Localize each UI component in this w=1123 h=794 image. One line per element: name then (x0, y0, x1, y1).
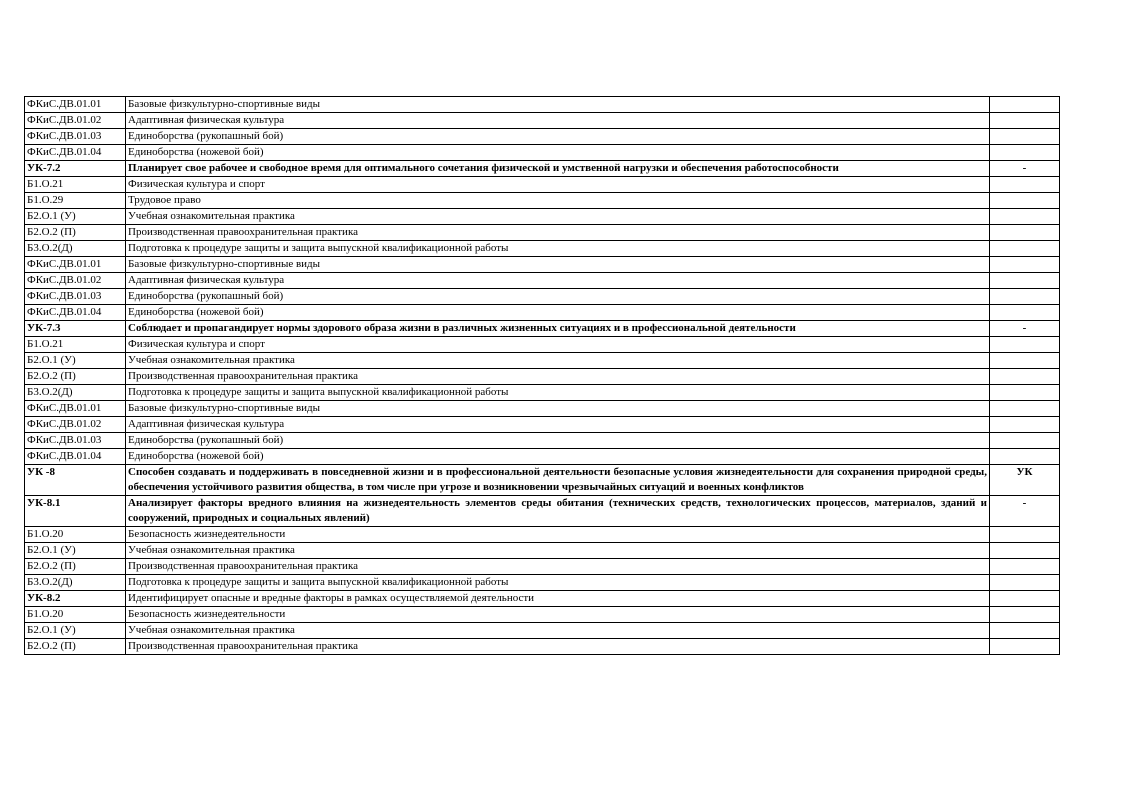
row-code-cell: Б2.О.2 (П) (25, 369, 126, 385)
row-code-cell: Б1.О.21 (25, 337, 126, 353)
row-mark-cell (990, 591, 1060, 607)
row-description-cell: Физическая культура и спорт (126, 177, 990, 193)
row-mark-cell (990, 257, 1060, 273)
row-code-cell: ФКиС.ДВ.01.04 (25, 145, 126, 161)
row-description-cell: Базовые физкультурно-спортивные виды (126, 257, 990, 273)
row-description-cell: Базовые физкультурно-спортивные виды (126, 401, 990, 417)
row-code-cell: ФКиС.ДВ.01.02 (25, 113, 126, 129)
table-row (25, 543, 1060, 559)
row-mark-cell (990, 543, 1060, 559)
row-mark-cell (990, 305, 1060, 321)
row-description-cell: Подготовка к процедуре защиты и защита выпускной квалификационной работы (126, 385, 990, 401)
row-mark-cell (990, 369, 1060, 385)
table-row (25, 639, 1060, 655)
row-description-cell: Планирует свое рабочее и свободное время для оптимального сочетания физической и умственной нагрузки и обеспечения работоспособности (126, 161, 990, 177)
row-description-cell: Производственная правоохранительная практика (126, 639, 990, 655)
table-row (25, 559, 1060, 575)
row-mark-cell (990, 145, 1060, 161)
row-mark-cell (990, 193, 1060, 209)
table-row (25, 607, 1060, 623)
table-row (25, 305, 1060, 321)
row-mark-cell (990, 353, 1060, 369)
row-mark-cell (990, 337, 1060, 353)
table-row (25, 193, 1060, 209)
row-mark-cell (990, 225, 1060, 241)
row-description-cell: Производственная правоохранительная практика (126, 225, 990, 241)
table-row (25, 321, 1060, 337)
table-row (25, 401, 1060, 417)
row-mark-cell (990, 607, 1060, 623)
row-description-cell: Адаптивная физическая культура (126, 273, 990, 289)
table-row (25, 433, 1060, 449)
row-code-cell: Б2.О.1 (У) (25, 209, 126, 225)
row-code-cell: ФКиС.ДВ.01.03 (25, 433, 126, 449)
table-row (25, 385, 1060, 401)
table-row (25, 623, 1060, 639)
row-description-cell: Трудовое право (126, 193, 990, 209)
table-row (25, 257, 1060, 273)
row-description-cell: Физическая культура и спорт (126, 337, 990, 353)
row-mark-cell: УК (990, 465, 1060, 496)
row-description-cell: Учебная ознакомительная практика (126, 543, 990, 559)
row-mark-cell (990, 273, 1060, 289)
table-row (25, 225, 1060, 241)
table-row (25, 161, 1060, 177)
row-description-cell: Учебная ознакомительная практика (126, 353, 990, 369)
row-code-cell: УК-8.1 (25, 496, 126, 527)
row-code-cell: УК-8.2 (25, 591, 126, 607)
row-mark-cell (990, 527, 1060, 543)
row-mark-cell (990, 97, 1060, 113)
row-code-cell: УК-7.3 (25, 321, 126, 337)
row-code-cell: Б1.О.20 (25, 527, 126, 543)
row-code-cell: УК -8 (25, 465, 126, 496)
row-mark-cell (990, 177, 1060, 193)
row-code-cell: ФКиС.ДВ.01.03 (25, 129, 126, 145)
row-description-cell: Подготовка к процедуре защиты и защита выпускной квалификационной работы (126, 575, 990, 591)
row-code-cell: ФКиС.ДВ.01.03 (25, 289, 126, 305)
row-mark-cell (990, 385, 1060, 401)
row-mark-cell (990, 241, 1060, 257)
row-description-cell: Единоборства (рукопашный бой) (126, 289, 990, 305)
row-description-cell: Учебная ознакомительная практика (126, 209, 990, 225)
row-code-cell: Б1.О.21 (25, 177, 126, 193)
row-mark-cell (990, 129, 1060, 145)
row-code-cell: Б3.О.2(Д) (25, 575, 126, 591)
row-description-cell: Способен создавать и поддерживать в повседневной жизни и в профессиональной деятельности безопасные условия жизнедеятельности для сохранения природной среды, обеспечения устойчивого развития общества, в том числе при угрозе и возникновении чрезвычайных ситуаций и военных конфликтов (126, 465, 990, 496)
table-row (25, 129, 1060, 145)
row-code-cell: Б1.О.29 (25, 193, 126, 209)
row-mark-cell (990, 639, 1060, 655)
row-description-cell: Единоборства (ножевой бой) (126, 449, 990, 465)
table-row (25, 417, 1060, 433)
row-description-cell: Адаптивная физическая культура (126, 113, 990, 129)
row-code-cell: Б3.О.2(Д) (25, 241, 126, 257)
row-mark-cell (990, 623, 1060, 639)
row-description-cell: Единоборства (рукопашный бой) (126, 129, 990, 145)
row-description-cell: Подготовка к процедуре защиты и защита выпускной квалификационной работы (126, 241, 990, 257)
row-description-cell: Учебная ознакомительная практика (126, 623, 990, 639)
table-row (25, 113, 1060, 129)
row-code-cell: ФКиС.ДВ.01.02 (25, 273, 126, 289)
row-mark-cell: - (990, 321, 1060, 337)
table-row (25, 177, 1060, 193)
row-description-cell: Безопасность жизнедеятельности (126, 607, 990, 623)
row-code-cell: Б3.О.2(Д) (25, 385, 126, 401)
table-row (25, 465, 1060, 496)
row-description-cell: Анализирует факторы вредного влияния на жизнедеятельность элементов среды обитания (технических средств, технологических процессов, материалов, зданий и сооружений, природных и социальных явлений) (126, 496, 990, 527)
row-code-cell: УК-7.2 (25, 161, 126, 177)
table-row (25, 289, 1060, 305)
row-mark-cell (990, 113, 1060, 129)
row-code-cell: ФКиС.ДВ.01.01 (25, 401, 126, 417)
row-description-cell: Адаптивная физическая культура (126, 417, 990, 433)
row-code-cell: Б2.О.2 (П) (25, 559, 126, 575)
row-code-cell: ФКиС.ДВ.01.01 (25, 257, 126, 273)
table-row (25, 97, 1060, 113)
row-code-cell: ФКиС.ДВ.01.01 (25, 97, 126, 113)
row-mark-cell (990, 417, 1060, 433)
row-mark-cell (990, 449, 1060, 465)
row-mark-cell (990, 209, 1060, 225)
row-mark-cell (990, 559, 1060, 575)
row-code-cell: Б2.О.1 (У) (25, 543, 126, 559)
row-code-cell: Б1.О.20 (25, 607, 126, 623)
row-description-cell: Единоборства (ножевой бой) (126, 305, 990, 321)
table-row (25, 575, 1060, 591)
table-row (25, 241, 1060, 257)
row-code-cell: ФКиС.ДВ.01.04 (25, 305, 126, 321)
table-row (25, 449, 1060, 465)
table-row (25, 527, 1060, 543)
row-mark-cell (990, 401, 1060, 417)
row-mark-cell (990, 575, 1060, 591)
row-description-cell: Безопасность жизнедеятельности (126, 527, 990, 543)
competency-table (24, 96, 1060, 655)
table-row (25, 369, 1060, 385)
table-row (25, 353, 1060, 369)
row-description-cell: Единоборства (ножевой бой) (126, 145, 990, 161)
row-description-cell: Производственная правоохранительная практика (126, 559, 990, 575)
table-row (25, 337, 1060, 353)
table-row (25, 273, 1060, 289)
row-description-cell: Соблюдает и пропагандирует нормы здорового образа жизни в различных жизненных ситуациях и в профессиональной деятельности (126, 321, 990, 337)
row-description-cell: Производственная правоохранительная практика (126, 369, 990, 385)
row-description-cell: Базовые физкультурно-спортивные виды (126, 97, 990, 113)
table-row (25, 496, 1060, 527)
row-code-cell: Б2.О.2 (П) (25, 639, 126, 655)
row-mark-cell (990, 289, 1060, 305)
table-row (25, 209, 1060, 225)
row-code-cell: ФКиС.ДВ.01.02 (25, 417, 126, 433)
row-mark-cell (990, 433, 1060, 449)
table-row (25, 145, 1060, 161)
row-code-cell: Б2.О.1 (У) (25, 353, 126, 369)
row-mark-cell: - (990, 161, 1060, 177)
row-code-cell: Б2.О.1 (У) (25, 623, 126, 639)
row-description-cell: Единоборства (рукопашный бой) (126, 433, 990, 449)
table-body (25, 97, 1060, 655)
row-code-cell: ФКиС.ДВ.01.04 (25, 449, 126, 465)
row-code-cell: Б2.О.2 (П) (25, 225, 126, 241)
table-row (25, 591, 1060, 607)
row-mark-cell: - (990, 496, 1060, 527)
row-description-cell: Идентифицирует опасные и вредные факторы в рамках осуществляемой деятельности (126, 591, 990, 607)
